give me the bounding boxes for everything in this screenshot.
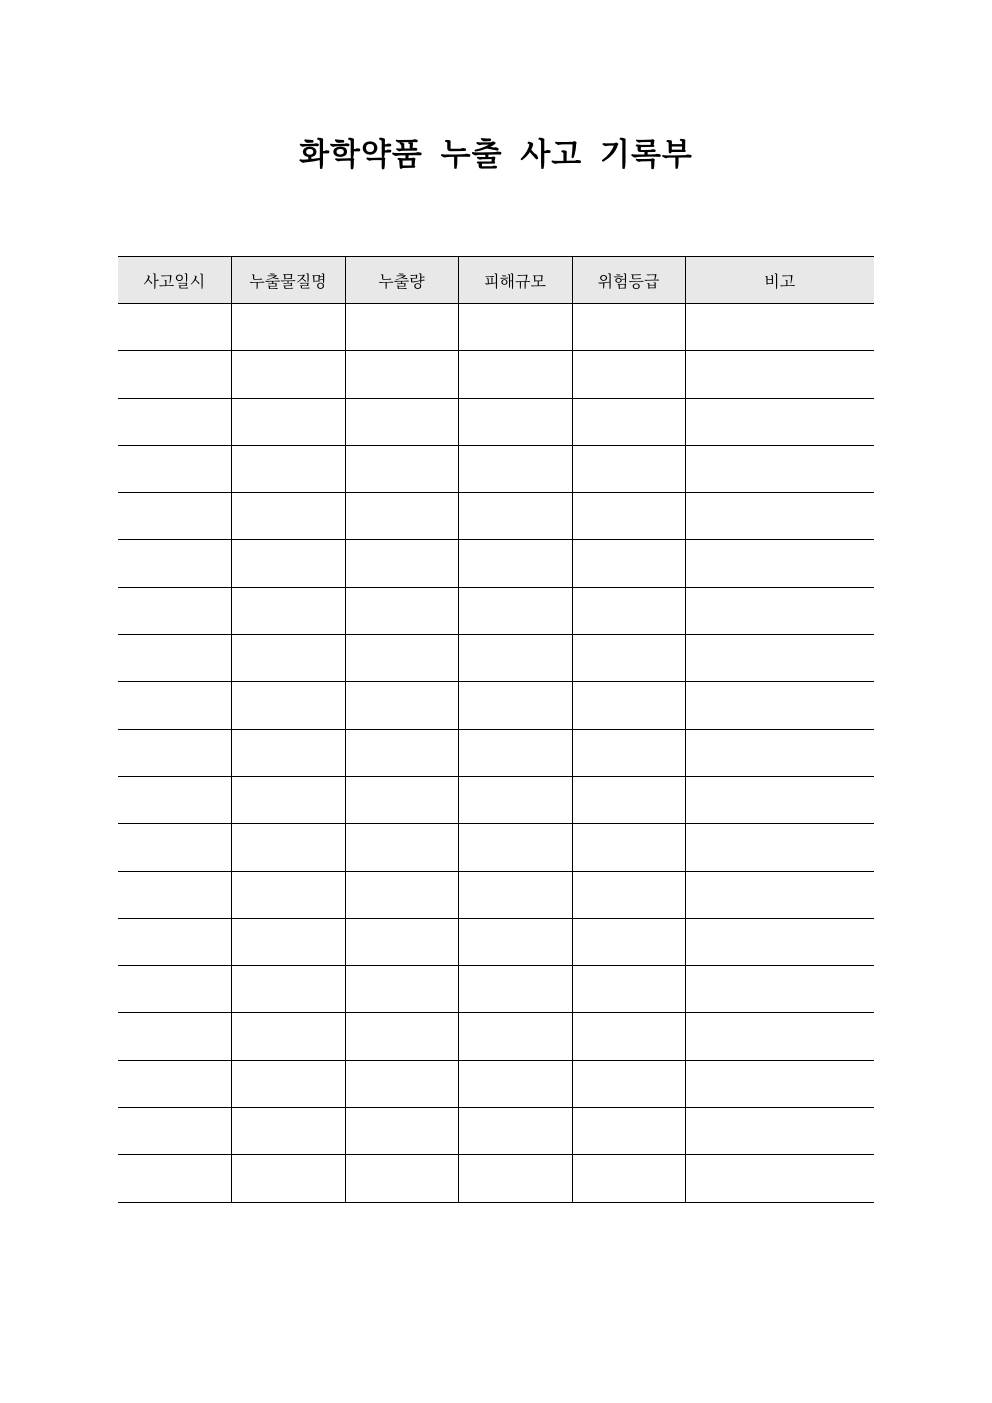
cell-damage-scale[interactable] <box>458 635 572 682</box>
cell-leaked-substance[interactable] <box>231 918 345 965</box>
cell-accident-datetime[interactable] <box>118 824 231 871</box>
cell-leak-amount[interactable] <box>345 540 458 587</box>
cell-damage-scale[interactable] <box>458 824 572 871</box>
cell-damage-scale[interactable] <box>458 587 572 634</box>
cell-leaked-substance[interactable] <box>231 1155 345 1202</box>
cell-leaked-substance[interactable] <box>231 776 345 823</box>
cell-risk-level[interactable] <box>572 493 685 540</box>
cell-accident-datetime[interactable] <box>118 587 231 634</box>
cell-risk-level[interactable] <box>572 445 685 492</box>
cell-damage-scale[interactable] <box>458 493 572 540</box>
cell-risk-level[interactable] <box>572 729 685 776</box>
table-header-row <box>118 257 874 304</box>
table-row <box>118 776 874 823</box>
cell-risk-level[interactable] <box>572 540 685 587</box>
table-row <box>118 1108 874 1155</box>
table-row <box>118 918 874 965</box>
cell-leak-amount[interactable] <box>345 1108 458 1155</box>
cell-risk-level[interactable] <box>572 1013 685 1060</box>
cell-leak-amount[interactable] <box>345 445 458 492</box>
cell-risk-level[interactable] <box>572 398 685 445</box>
header-risk-level: 위험등급 <box>572 257 685 304</box>
table-row <box>118 635 874 682</box>
cell-accident-datetime[interactable] <box>118 1108 231 1155</box>
cell-leaked-substance[interactable] <box>231 398 345 445</box>
header-damage-scale: 피해규모 <box>458 257 572 304</box>
cell-leak-amount[interactable] <box>345 871 458 918</box>
cell-leaked-substance[interactable] <box>231 729 345 776</box>
cell-accident-datetime[interactable] <box>118 540 231 587</box>
cell-damage-scale[interactable] <box>458 540 572 587</box>
cell-accident-datetime[interactable] <box>118 304 231 351</box>
table-row <box>118 824 874 871</box>
cell-damage-scale[interactable] <box>458 398 572 445</box>
cell-remarks[interactable] <box>685 445 874 492</box>
accident-log-table <box>118 256 874 1203</box>
cell-risk-level[interactable] <box>572 351 685 398</box>
cell-leaked-substance[interactable] <box>231 540 345 587</box>
cell-remarks[interactable] <box>685 493 874 540</box>
cell-risk-level[interactable] <box>572 304 685 351</box>
cell-leaked-substance[interactable] <box>231 824 345 871</box>
cell-damage-scale[interactable] <box>458 1155 572 1202</box>
table-row <box>118 871 874 918</box>
cell-leak-amount[interactable] <box>345 493 458 540</box>
table-row <box>118 1060 874 1107</box>
cell-leak-amount[interactable] <box>345 587 458 634</box>
cell-remarks[interactable] <box>685 1108 874 1155</box>
cell-damage-scale[interactable] <box>458 682 572 729</box>
cell-leak-amount[interactable] <box>345 1060 458 1107</box>
cell-leaked-substance[interactable] <box>231 682 345 729</box>
cell-risk-level[interactable] <box>572 635 685 682</box>
cell-remarks[interactable] <box>685 635 874 682</box>
table-row <box>118 1013 874 1060</box>
cell-risk-level[interactable] <box>572 682 685 729</box>
cell-damage-scale[interactable] <box>458 729 572 776</box>
cell-leaked-substance[interactable] <box>231 351 345 398</box>
cell-leaked-substance[interactable] <box>231 445 345 492</box>
table-row <box>118 304 874 351</box>
cell-leaked-substance[interactable] <box>231 304 345 351</box>
table-row <box>118 1155 874 1202</box>
cell-damage-scale[interactable] <box>458 918 572 965</box>
cell-accident-datetime[interactable] <box>118 1155 231 1202</box>
header-leaked-substance: 누출물질명 <box>231 257 345 304</box>
table-body <box>118 304 874 1203</box>
cell-leaked-substance[interactable] <box>231 1060 345 1107</box>
table-row <box>118 398 874 445</box>
cell-remarks[interactable] <box>685 540 874 587</box>
cell-leak-amount[interactable] <box>345 398 458 445</box>
cell-leak-amount[interactable] <box>345 776 458 823</box>
cell-damage-scale[interactable] <box>458 1060 572 1107</box>
cell-remarks[interactable] <box>685 824 874 871</box>
header-accident-datetime: 사고일시 <box>118 257 231 304</box>
cell-remarks[interactable] <box>685 587 874 634</box>
cell-risk-level[interactable] <box>572 776 685 823</box>
cell-leaked-substance[interactable] <box>231 1013 345 1060</box>
cell-accident-datetime[interactable] <box>118 445 231 492</box>
cell-damage-scale[interactable] <box>458 776 572 823</box>
cell-leak-amount[interactable] <box>345 351 458 398</box>
table-row <box>118 351 874 398</box>
cell-risk-level[interactable] <box>572 587 685 634</box>
cell-remarks[interactable] <box>685 776 874 823</box>
cell-damage-scale[interactable] <box>458 445 572 492</box>
cell-leaked-substance[interactable] <box>231 635 345 682</box>
cell-risk-level[interactable] <box>572 1155 685 1202</box>
cell-remarks[interactable] <box>685 1155 874 1202</box>
cell-leaked-substance[interactable] <box>231 871 345 918</box>
cell-risk-level[interactable] <box>572 918 685 965</box>
cell-remarks[interactable] <box>685 351 874 398</box>
cell-damage-scale[interactable] <box>458 1108 572 1155</box>
cell-accident-datetime[interactable] <box>118 776 231 823</box>
cell-leak-amount[interactable] <box>345 918 458 965</box>
cell-remarks[interactable] <box>685 398 874 445</box>
cell-risk-level[interactable] <box>572 824 685 871</box>
cell-accident-datetime[interactable] <box>118 1060 231 1107</box>
cell-leak-amount[interactable] <box>345 1155 458 1202</box>
cell-accident-datetime[interactable] <box>118 682 231 729</box>
table-row <box>118 682 874 729</box>
cell-leak-amount[interactable] <box>345 966 458 1013</box>
cell-leaked-substance[interactable] <box>231 1108 345 1155</box>
cell-leak-amount[interactable] <box>345 729 458 776</box>
table-row <box>118 587 874 634</box>
cell-damage-scale[interactable] <box>458 351 572 398</box>
header-remarks: 비고 <box>685 257 874 304</box>
cell-accident-datetime[interactable] <box>118 1013 231 1060</box>
document-title: 화학약품 누출 사고 기록부 <box>299 137 693 173</box>
cell-leaked-substance[interactable] <box>231 493 345 540</box>
cell-risk-level[interactable] <box>572 871 685 918</box>
cell-accident-datetime[interactable] <box>118 918 231 965</box>
table-row <box>118 540 874 587</box>
cell-accident-datetime[interactable] <box>118 871 231 918</box>
cell-accident-datetime[interactable] <box>118 351 231 398</box>
cell-remarks[interactable] <box>685 918 874 965</box>
cell-remarks[interactable] <box>685 729 874 776</box>
cell-remarks[interactable] <box>685 304 874 351</box>
table-row <box>118 729 874 776</box>
cell-risk-level[interactable] <box>572 1060 685 1107</box>
table-row <box>118 493 874 540</box>
cell-damage-scale[interactable] <box>458 871 572 918</box>
cell-remarks[interactable] <box>685 966 874 1013</box>
header-leak-amount: 누출량 <box>345 257 458 304</box>
cell-accident-datetime[interactable] <box>118 635 231 682</box>
cell-risk-level[interactable] <box>572 966 685 1013</box>
cell-leaked-substance[interactable] <box>231 587 345 634</box>
cell-accident-datetime[interactable] <box>118 398 231 445</box>
cell-accident-datetime[interactable] <box>118 729 231 776</box>
cell-leak-amount[interactable] <box>345 1013 458 1060</box>
cell-accident-datetime[interactable] <box>118 966 231 1013</box>
cell-damage-scale[interactable] <box>458 1013 572 1060</box>
cell-risk-level[interactable] <box>572 1108 685 1155</box>
cell-accident-datetime[interactable] <box>118 493 231 540</box>
cell-leaked-substance[interactable] <box>231 966 345 1013</box>
cell-damage-scale[interactable] <box>458 304 572 351</box>
cell-leak-amount[interactable] <box>345 682 458 729</box>
cell-leak-amount[interactable] <box>345 304 458 351</box>
cell-damage-scale[interactable] <box>458 966 572 1013</box>
cell-remarks[interactable] <box>685 682 874 729</box>
cell-leak-amount[interactable] <box>345 824 458 871</box>
cell-remarks[interactable] <box>685 1060 874 1107</box>
cell-remarks[interactable] <box>685 871 874 918</box>
cell-remarks[interactable] <box>685 1013 874 1060</box>
table-row <box>118 445 874 492</box>
cell-leak-amount[interactable] <box>345 635 458 682</box>
table-row <box>118 966 874 1013</box>
